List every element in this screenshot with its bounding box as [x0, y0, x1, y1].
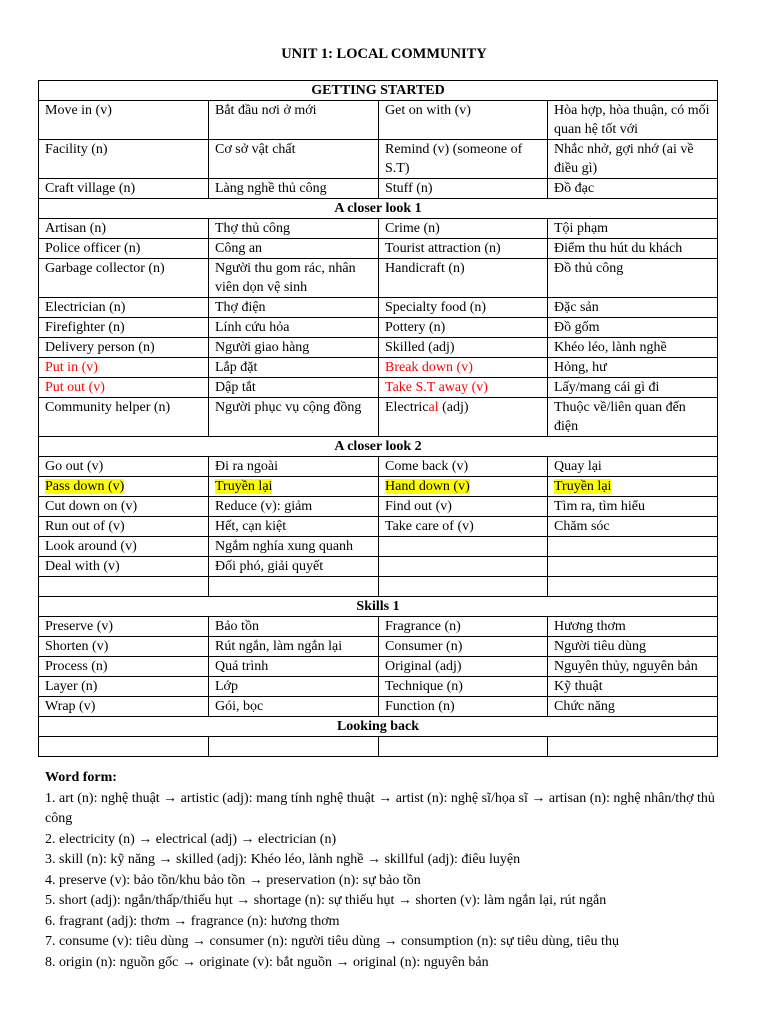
vietnamese-meaning-cell	[209, 737, 379, 757]
vietnamese-meaning-cell	[209, 517, 379, 537]
english-term: Technique (n)	[385, 679, 463, 694]
vietnamese-meaning-cell	[548, 517, 718, 537]
english-term: Hand down (v)	[385, 479, 470, 494]
table-row	[39, 318, 718, 338]
vietnamese-meaning-cell	[548, 179, 718, 199]
vietnamese-meaning: Điểm thu hút du khách	[554, 241, 683, 256]
table-row	[39, 457, 718, 477]
section-heading: Looking back	[39, 717, 718, 737]
english-term-cell	[39, 318, 209, 338]
vietnamese-meaning: Truyền lại	[215, 479, 273, 494]
word-form-item: 7. consume (v): tiêu dùng → consumer (n): người tiêu dùng → consumption (n): sự tiêu dùng, tiêu thụ	[45, 934, 619, 949]
english-term-cell	[379, 637, 548, 657]
vietnamese-meaning-cell	[548, 398, 718, 437]
vietnamese-meaning: Lính cứu hỏa	[215, 320, 290, 335]
section-heading: A closer look 2	[39, 437, 718, 457]
vietnamese-meaning: Chức năng	[554, 699, 615, 714]
english-term-cell	[39, 101, 209, 140]
english-term: Remind (v) (someone of S.T)	[385, 142, 523, 176]
table-row	[39, 378, 718, 398]
table-row	[39, 657, 718, 677]
english-term-cell	[379, 537, 548, 557]
english-term-cell	[379, 259, 548, 298]
section-heading: A closer look 1	[39, 199, 718, 219]
vietnamese-meaning-cell	[548, 477, 718, 497]
vietnamese-meaning-cell	[209, 239, 379, 259]
table-row	[39, 577, 718, 597]
english-term: Function (n)	[385, 699, 455, 714]
vietnamese-meaning: Tìm ra, tìm hiểu	[554, 499, 645, 514]
english-term-cell	[379, 239, 548, 259]
vietnamese-meaning: Lắp đặt	[215, 360, 258, 375]
vietnamese-meaning-cell	[209, 637, 379, 657]
word-form-heading: Word form:	[45, 770, 117, 785]
vietnamese-meaning-cell	[548, 358, 718, 378]
section-heading-row	[39, 597, 718, 617]
vietnamese-meaning-cell	[209, 617, 379, 637]
vietnamese-meaning-cell	[548, 497, 718, 517]
table-row	[39, 617, 718, 637]
english-term: Get on with (v)	[385, 103, 471, 118]
english-term-cell	[379, 378, 548, 398]
english-term: Cut down on (v)	[45, 499, 138, 514]
table-row	[39, 338, 718, 358]
english-term-cell	[39, 259, 209, 298]
english-term-cell	[39, 697, 209, 717]
vietnamese-meaning-cell	[209, 577, 379, 597]
vietnamese-meaning-cell	[548, 637, 718, 657]
english-term-cell	[379, 477, 548, 497]
vietnamese-meaning: Thợ điện	[215, 300, 266, 315]
vietnamese-meaning: Đồ đạc	[554, 181, 595, 196]
english-term-cell	[379, 179, 548, 199]
word-form-item: 3. skill (n): kỹ năng → skilled (adj): Khéo léo, lành nghề → skillful (adj): điêu luyện	[45, 852, 521, 867]
vietnamese-meaning-cell	[548, 577, 718, 597]
english-term: Shorten (v)	[45, 639, 109, 654]
vietnamese-meaning: Rút ngắn, làm ngắn lại	[215, 639, 343, 654]
english-term-cell	[379, 219, 548, 239]
english-term-cell	[39, 657, 209, 677]
vietnamese-meaning: Lấy/mang cái gì đi	[554, 380, 660, 395]
english-term: Preserve (v)	[45, 619, 114, 634]
english-term: Deal with (v)	[45, 559, 120, 574]
vietnamese-meaning: Hương thơm	[554, 619, 626, 634]
vietnamese-meaning-cell	[548, 219, 718, 239]
vietnamese-meaning-cell	[548, 617, 718, 637]
english-term: Process (n)	[45, 659, 108, 674]
english-term: Look around (v)	[45, 539, 137, 554]
english-term: Pottery (n)	[385, 320, 446, 335]
english-term: Crime (n)	[385, 221, 440, 236]
vietnamese-meaning: Thuộc về/liên quan đến điện	[554, 400, 686, 434]
vietnamese-meaning: Gói, bọc	[215, 699, 264, 714]
vietnamese-meaning-cell	[209, 179, 379, 199]
english-term-cell	[379, 358, 548, 378]
english-term: Skilled (adj)	[385, 340, 455, 355]
vietnamese-meaning: Người phục vụ cộng đồng	[215, 400, 362, 415]
english-term: Community helper (n)	[45, 400, 171, 415]
english-term-cell	[379, 497, 548, 517]
vietnamese-meaning: Khéo léo, lành nghề	[554, 340, 667, 355]
word-form-item: 8. origin (n): nguồn gốc → originate (v): bắt nguồn → original (n): nguyên bản	[45, 954, 489, 970]
vietnamese-meaning: Quay lại	[554, 459, 602, 474]
vietnamese-meaning-cell	[548, 259, 718, 298]
vietnamese-meaning-cell	[209, 140, 379, 179]
english-term: Handicraft (n)	[385, 261, 465, 276]
english-term: Run out of (v)	[45, 519, 125, 534]
english-term: Electrician (n)	[45, 300, 126, 315]
vietnamese-meaning: Kỹ thuật	[554, 679, 603, 694]
english-term-cell	[39, 637, 209, 657]
english-term-cell	[379, 101, 548, 140]
vietnamese-meaning: Dập tắt	[215, 380, 256, 395]
table-row	[39, 358, 718, 378]
english-term-cell	[379, 517, 548, 537]
english-term: Move in (v)	[45, 103, 112, 118]
english-term-cell	[39, 239, 209, 259]
vietnamese-meaning: Người giao hàng	[215, 340, 310, 355]
table-row	[39, 398, 718, 437]
vietnamese-meaning: Quá trình	[215, 659, 269, 674]
english-term: Go out (v)	[45, 459, 104, 474]
table-row	[39, 477, 718, 497]
english-term-cell	[379, 338, 548, 358]
english-term: Specialty food (n)	[385, 300, 487, 315]
vietnamese-meaning-cell	[548, 537, 718, 557]
vietnamese-meaning-cell	[548, 457, 718, 477]
vietnamese-meaning-cell	[548, 298, 718, 318]
vietnamese-meaning: Đồ gốm	[554, 320, 600, 335]
english-term-cell	[39, 398, 209, 437]
english-term-cell	[39, 298, 209, 318]
section-heading-row	[39, 717, 718, 737]
table-row	[39, 697, 718, 717]
english-term-cell	[39, 179, 209, 199]
vietnamese-meaning-cell	[548, 697, 718, 717]
english-term-cell	[379, 577, 548, 597]
vietnamese-meaning-cell	[209, 697, 379, 717]
vietnamese-meaning: Đồ thủ công	[554, 261, 624, 276]
section-heading-row	[39, 81, 718, 101]
table-row	[39, 517, 718, 537]
english-term: Find out (v)	[385, 499, 452, 514]
vietnamese-meaning-cell	[548, 677, 718, 697]
english-term-cell	[39, 737, 209, 757]
vietnamese-meaning-cell	[209, 677, 379, 697]
table-row	[39, 179, 718, 199]
english-term: Firefighter (n)	[45, 320, 125, 335]
vietnamese-meaning: Ngắm nghía xung quanh	[215, 539, 354, 554]
word-form-list	[45, 789, 717, 974]
english-term-cell	[39, 517, 209, 537]
english-term-cell	[379, 140, 548, 179]
vietnamese-meaning-cell	[548, 101, 718, 140]
table-row	[39, 259, 718, 298]
vietnamese-meaning-cell	[209, 537, 379, 557]
section-heading-row	[39, 437, 718, 457]
vietnamese-meaning: Hòa hợp, hòa thuận, có mối quan hệ tốt với	[554, 103, 710, 137]
vietnamese-meaning-cell	[209, 358, 379, 378]
table-row	[39, 537, 718, 557]
english-term-cell	[39, 497, 209, 517]
table-row	[39, 737, 718, 757]
vietnamese-meaning: Nhắc nhở, gợi nhớ (ai về điều gì)	[554, 142, 694, 176]
english-term: Consumer (n)	[385, 639, 463, 654]
vietnamese-meaning: Hết, cạn kiệt	[215, 519, 287, 534]
vietnamese-meaning-cell	[548, 239, 718, 259]
vietnamese-meaning: Cơ sở vật chất	[215, 142, 296, 157]
table-row	[39, 557, 718, 577]
vietnamese-meaning-cell	[548, 338, 718, 358]
vocabulary-table	[38, 80, 718, 757]
english-term-cell	[379, 557, 548, 577]
vietnamese-meaning-cell	[209, 378, 379, 398]
english-term-cell	[39, 677, 209, 697]
english-term-cell	[379, 737, 548, 757]
word-form-item: 5. short (adj): ngắn/thấp/thiếu hụt → shortage (n): sự thiếu hụt → shorten (v): làm ngắn lại, rút ngắn	[45, 893, 607, 908]
vietnamese-meaning: Bắt đầu nơi ở mới	[215, 103, 317, 118]
english-term-cell	[39, 378, 209, 398]
english-term-cell	[379, 398, 548, 437]
vietnamese-meaning-cell	[209, 318, 379, 338]
english-term: Put out (v)	[45, 380, 105, 395]
english-term-cell	[379, 318, 548, 338]
section-heading: GETTING STARTED	[39, 81, 718, 101]
word-form-item: 2. electricity (n) → electrical (adj) → electrician (n)	[45, 831, 337, 847]
english-term: Police officer (n)	[45, 241, 141, 256]
english-term: Wrap (v)	[45, 699, 96, 714]
vietnamese-meaning: Truyền lại	[554, 479, 612, 494]
english-term-cell	[379, 657, 548, 677]
vietnamese-meaning: Người tiêu dùng	[554, 639, 646, 654]
vietnamese-meaning: Hỏng, hư	[554, 360, 607, 375]
table-row	[39, 298, 718, 318]
vietnamese-meaning-cell	[209, 298, 379, 318]
english-term: Original (adj)	[385, 659, 462, 674]
english-term: Layer (n)	[45, 679, 98, 694]
english-term: Facility (n)	[45, 142, 108, 157]
english-term-cell	[379, 677, 548, 697]
table-row	[39, 140, 718, 179]
vietnamese-meaning-cell	[209, 657, 379, 677]
english-term: Put in (v)	[45, 360, 98, 375]
vietnamese-meaning: Đi ra ngoài	[215, 459, 278, 474]
vietnamese-meaning-cell	[548, 657, 718, 677]
english-term-cell	[39, 358, 209, 378]
english-term: Take care of (v)	[385, 519, 474, 534]
table-row	[39, 101, 718, 140]
english-term-cell	[39, 477, 209, 497]
word-form-item: 6. fragrant (adj): thơm → fragrance (n): hương thơm	[45, 913, 340, 929]
english-term: Artisan (n)	[45, 221, 107, 236]
english-term: Fragrance (n)	[385, 619, 461, 634]
vietnamese-meaning-cell	[209, 259, 379, 298]
vietnamese-meaning-cell	[209, 457, 379, 477]
vietnamese-meaning: Nguyên thủy, nguyên bản	[554, 659, 698, 674]
vietnamese-meaning-cell	[209, 101, 379, 140]
english-term-cell	[39, 577, 209, 597]
english-term: Stuff (n)	[385, 181, 433, 196]
vietnamese-meaning-cell	[209, 338, 379, 358]
english-term: Pass down (v)	[45, 479, 125, 494]
english-term: Electrical (adj)	[385, 400, 469, 415]
table-row	[39, 677, 718, 697]
word-form-item: 4. preserve (v): bảo tồn/khu bảo tồn → preservation (n): sự bảo tồn	[45, 872, 421, 888]
english-term-cell	[39, 219, 209, 239]
vietnamese-meaning-cell	[209, 398, 379, 437]
word-form-section	[45, 768, 717, 973]
table-row	[39, 497, 718, 517]
vietnamese-meaning: Bảo tồn	[215, 619, 259, 634]
vietnamese-meaning: Tội phạm	[554, 221, 609, 236]
english-term-cell	[379, 697, 548, 717]
vietnamese-meaning-cell	[548, 378, 718, 398]
vietnamese-meaning: Đặc sản	[554, 300, 599, 315]
vietnamese-meaning: Đối phó, giải quyết	[215, 559, 324, 574]
vietnamese-meaning-cell	[209, 557, 379, 577]
english-term-cell	[39, 617, 209, 637]
vietnamese-meaning-cell	[548, 737, 718, 757]
english-term-cell	[379, 298, 548, 318]
english-term: Garbage collector (n)	[45, 261, 165, 276]
english-term: Come back (v)	[385, 459, 469, 474]
english-term-cell	[39, 140, 209, 179]
vietnamese-meaning: Thợ thủ công	[215, 221, 291, 236]
english-term-cell	[39, 557, 209, 577]
vietnamese-meaning: Lớp	[215, 679, 238, 694]
table-row	[39, 637, 718, 657]
english-term-cell	[39, 457, 209, 477]
table-row	[39, 239, 718, 259]
english-term: Take S.T away (v)	[385, 380, 488, 395]
vietnamese-meaning-cell	[548, 140, 718, 179]
vietnamese-meaning: Công an	[215, 241, 263, 256]
vietnamese-meaning: Reduce (v): giảm	[215, 499, 313, 514]
vietnamese-meaning-cell	[548, 318, 718, 338]
english-term: Delivery person (n)	[45, 340, 155, 355]
vietnamese-meaning-cell	[209, 219, 379, 239]
table-row	[39, 219, 718, 239]
vietnamese-meaning: Làng nghề thủ công	[215, 181, 327, 196]
english-term-cell	[39, 537, 209, 557]
english-term-cell	[379, 617, 548, 637]
vietnamese-meaning: Người thu gom rác, nhân viên dọn vệ sinh	[215, 261, 356, 295]
vietnamese-meaning: Chăm sóc	[554, 519, 610, 534]
word-form-item: 1. art (n): nghệ thuật → artistic (adj): mang tính nghệ thuật → artist (n): nghệ sĩ/họa sĩ → artisan (n): nghệ nhân/thợ thủ công	[45, 790, 715, 826]
section-heading-row	[39, 199, 718, 219]
english-term-cell	[39, 338, 209, 358]
english-term: Break down (v)	[385, 360, 473, 375]
document-title: UNIT 1: LOCAL COMMUNITY	[281, 46, 487, 62]
english-term: Craft village (n)	[45, 181, 136, 196]
vietnamese-meaning-cell	[209, 497, 379, 517]
english-term: Tourist attraction (n)	[385, 241, 501, 256]
vietnamese-meaning-cell	[209, 477, 379, 497]
vietnamese-meaning-cell	[548, 557, 718, 577]
section-heading: Skills 1	[39, 597, 718, 617]
english-term-cell	[379, 457, 548, 477]
